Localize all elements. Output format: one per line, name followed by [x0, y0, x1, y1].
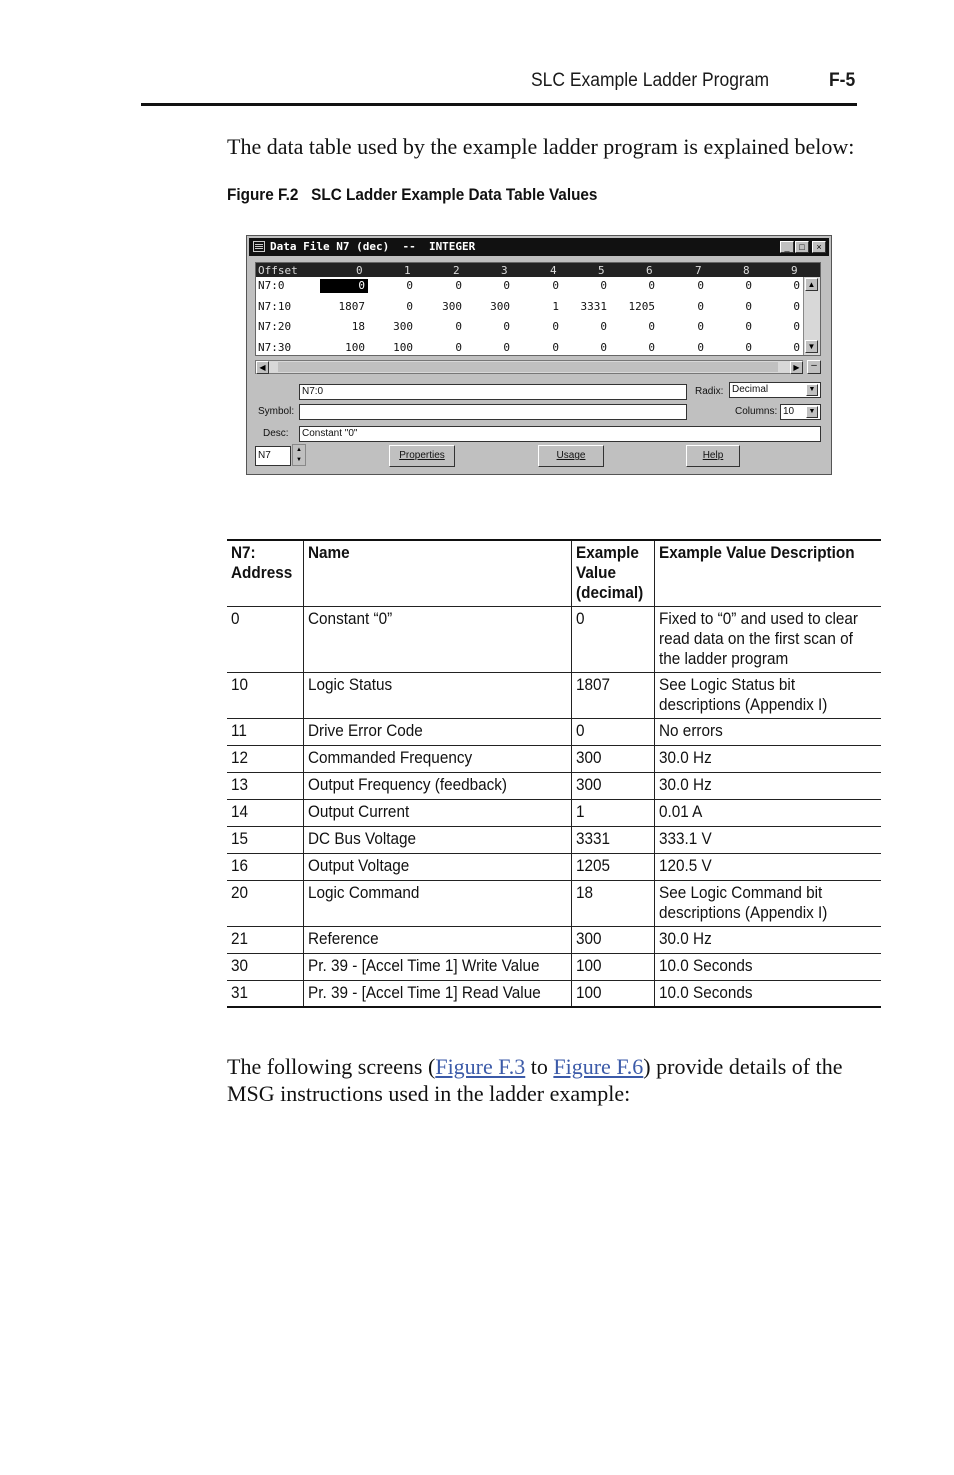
- horizontal-scrollbar[interactable]: [255, 360, 803, 374]
- table-cell-address: [227, 773, 304, 800]
- table-cell-value: [571, 927, 655, 954]
- outro-paragraph: [227, 1053, 867, 1107]
- cell-address-text: 14: [231, 802, 249, 821]
- cell-value-text: 3331: [575, 829, 610, 848]
- table-row: [227, 854, 881, 881]
- header-value-text: Example Value (decimal): [575, 543, 643, 602]
- table-cell-value: [571, 800, 655, 827]
- n7-data-table: [227, 539, 881, 1008]
- help-button[interactable]: Help: [686, 445, 740, 467]
- table-cell-description: [655, 881, 881, 927]
- table-cell-address: [227, 673, 304, 719]
- table-cell-description: [655, 773, 881, 800]
- cell-value-text: 300: [575, 748, 602, 767]
- grid-row-label: N7:0: [258, 279, 285, 292]
- grid-cell[interactable]: 0: [697, 279, 704, 292]
- table-cell-name: [304, 773, 572, 800]
- cell-name-text: Logic Command: [308, 883, 420, 902]
- grid-cell[interactable]: 300: [393, 320, 413, 333]
- table-cell-name: [304, 854, 572, 881]
- table-cell-name: [304, 607, 572, 673]
- grid-row-label: N7:30: [258, 340, 292, 354]
- cell-address-text: 10: [231, 675, 249, 694]
- cell-description-text: No errors: [659, 721, 724, 740]
- table-cell-name: [304, 927, 572, 954]
- table-cell-address: [227, 607, 304, 673]
- grid-header-col: 5: [598, 264, 605, 277]
- header-address: [227, 540, 304, 607]
- cell-address-text: 15: [231, 829, 249, 848]
- grid-cell[interactable]: 0: [455, 279, 462, 292]
- cell-address-text: 20: [231, 883, 249, 902]
- grid-header-col: 6: [646, 264, 653, 277]
- grid-header-col: 3: [501, 264, 508, 277]
- table-cell-address: [227, 927, 304, 954]
- grid-cell[interactable]: 0: [793, 279, 800, 292]
- usage-button[interactable]: Usage: [538, 445, 604, 467]
- cell-address-text: 16: [231, 856, 249, 875]
- cell-value-text: 300: [575, 929, 602, 948]
- grid-cell[interactable]: 0: [406, 299, 413, 313]
- grid-header-col: 1: [404, 264, 411, 277]
- table-cell-value: [571, 854, 655, 881]
- table-row: [227, 881, 881, 927]
- cell-description-text: See Logic Command bit descriptions (Appendix I): [659, 883, 828, 922]
- grid-cell[interactable]: 1205: [628, 299, 655, 313]
- table-cell-address: [227, 981, 304, 1008]
- grid-cell[interactable]: 0: [406, 279, 413, 292]
- cell-address-text: 0: [231, 609, 240, 628]
- radix-label: Radix:: [695, 386, 724, 397]
- table-header-row: [227, 540, 881, 607]
- grid-cell[interactable]: 0: [600, 320, 607, 333]
- cell-address-text: 13: [231, 775, 249, 794]
- grid-header-offset: Offset: [258, 264, 298, 277]
- cell-name-text: Drive Error Code: [308, 721, 423, 740]
- data-file-window: [246, 235, 832, 475]
- intro-paragraph: The data table used by the example ladder program is explained below:: [227, 134, 855, 159]
- table-row: [227, 981, 881, 1008]
- cell-description-text: 120.5 V: [659, 856, 713, 875]
- grid-cell[interactable]: 100: [393, 340, 413, 354]
- figure-f3-link[interactable]: Figure F.3: [435, 1054, 526, 1079]
- grid-cell[interactable]: 1: [552, 299, 559, 313]
- table-cell-address: [227, 854, 304, 881]
- grid-cell[interactable]: 18: [351, 320, 365, 333]
- grid-cell[interactable]: 300: [442, 299, 462, 313]
- cell-value-text: 0: [575, 721, 585, 740]
- table-cell-address: [227, 827, 304, 854]
- grid-cell[interactable]: 1807: [338, 299, 365, 313]
- table-row: [227, 827, 881, 854]
- table-cell-description: [655, 827, 881, 854]
- header-value: [571, 540, 655, 607]
- scroll-right-arrow-icon[interactable]: ▶: [790, 361, 803, 374]
- cell-description-text: Fixed to “0” and used to clear read data on the first scan of the ladder program: [659, 609, 859, 668]
- data-grid[interactable]: [255, 262, 821, 356]
- cell-value-text: 18: [575, 883, 593, 902]
- cell-description-text: 30.0 Hz: [659, 775, 712, 794]
- maximize-button[interactable]: □: [795, 241, 809, 253]
- cell-address-text: 21: [231, 929, 249, 948]
- cell-description-text: 30.0 Hz: [659, 929, 712, 948]
- grid-cell[interactable]: 0: [552, 340, 559, 354]
- grid-header-col: 9: [791, 264, 798, 277]
- radix-dropdown-arrow-icon[interactable]: ▼: [806, 384, 818, 396]
- table-cell-address: [227, 954, 304, 981]
- table-cell-description: [655, 607, 881, 673]
- table-row: [227, 746, 881, 773]
- cell-description-text: 30.0 Hz: [659, 748, 712, 767]
- grid-cell[interactable]: 0: [455, 340, 462, 354]
- table-row: [227, 800, 881, 827]
- cell-description-text: 333.1 V: [659, 829, 713, 848]
- table-cell-name: [304, 800, 572, 827]
- cell-name-text: Pr. 39 - [Accel Time 1] Write Value: [308, 956, 540, 975]
- cell-value-text: 100: [575, 983, 602, 1002]
- table-cell-value: [571, 827, 655, 854]
- grid-cell[interactable]: 0: [793, 320, 800, 333]
- table-cell-name: [304, 954, 572, 981]
- cell-value-text: 0: [575, 609, 585, 628]
- grid-cell[interactable]: 0: [745, 320, 752, 333]
- file-spinner-icon[interactable]: ▲ ▼: [292, 444, 306, 466]
- table-cell-value: [571, 981, 655, 1008]
- columns-dropdown-arrow-icon[interactable]: ▼: [806, 406, 818, 418]
- file-field[interactable]: N7: [255, 446, 291, 466]
- cell-value-text: 300: [575, 775, 602, 794]
- grid-cell[interactable]: 0: [697, 320, 704, 333]
- cell-name-text: Commanded Frequency: [308, 748, 473, 767]
- table-cell-address: [227, 800, 304, 827]
- properties-button[interactable]: Properties: [389, 445, 455, 467]
- table-row: [227, 954, 881, 981]
- table-cell-name: [304, 719, 572, 746]
- cell-address-text: 12: [231, 748, 249, 767]
- outro-text-2: to: [525, 1054, 554, 1079]
- cell-address-text: 11: [231, 721, 247, 740]
- header-rule: [141, 103, 857, 106]
- table-cell-address: [227, 881, 304, 927]
- grid-cell[interactable]: 0: [697, 340, 704, 354]
- grid-cell[interactable]: 0: [600, 340, 607, 354]
- window-title: Data File N7 (dec) -- INTEGER: [270, 240, 476, 253]
- cell-name-text: Constant “0”: [308, 609, 393, 628]
- cell-name-text: Logic Status: [308, 675, 393, 694]
- scroll-left-arrow-icon[interactable]: ◀: [256, 361, 269, 374]
- cell-value-text: 100: [575, 956, 602, 975]
- grid-cell[interactable]: 0: [793, 340, 800, 354]
- close-button[interactable]: ×: [812, 241, 826, 253]
- cell-name-text: Pr. 39 - [Accel Time 1] Read Value: [308, 983, 541, 1002]
- vertical-scrollbar[interactable]: [803, 277, 820, 355]
- grid-cell[interactable]: 3331: [580, 299, 607, 313]
- grid-cell[interactable]: 0: [648, 340, 655, 354]
- grid-cell[interactable]: 0: [600, 279, 607, 292]
- grid-header: [256, 263, 820, 277]
- table-cell-description: [655, 746, 881, 773]
- table-cell-value: [571, 881, 655, 927]
- symbol-field[interactable]: [299, 404, 687, 420]
- columns-select[interactable]: [780, 404, 821, 420]
- grid-cell[interactable]: 0: [745, 279, 752, 292]
- desc-label: Desc:: [263, 428, 289, 439]
- table-row: [227, 927, 881, 954]
- table-cell-description: [655, 800, 881, 827]
- table-cell-name: [304, 827, 572, 854]
- table-cell-name: [304, 881, 572, 927]
- window-titlebar: [249, 238, 829, 256]
- cell-name-text: DC Bus Voltage: [308, 829, 417, 848]
- table-cell-description: [655, 927, 881, 954]
- outro-text-1: The following screens (: [227, 1054, 436, 1079]
- figure-f6-link[interactable]: Figure F.6: [553, 1054, 644, 1079]
- split-view-button[interactable]: –: [807, 360, 821, 374]
- cell-address-text: 31: [231, 983, 249, 1002]
- grid-cell[interactable]: 0: [793, 299, 800, 313]
- grid-header-col: 4: [550, 264, 557, 277]
- grid-cell[interactable]: 0: [503, 320, 510, 333]
- cell-description-text: 0.01 A: [659, 802, 703, 821]
- table-cell-description: [655, 673, 881, 719]
- table-cell-description: [655, 981, 881, 1008]
- minimize-button[interactable]: _: [780, 241, 794, 253]
- window-system-icon[interactable]: [253, 241, 265, 252]
- grid-header-col: 7: [695, 264, 702, 277]
- grid-cell[interactable]: 0: [745, 340, 752, 354]
- cell-description-text: See Logic Status bit descriptions (Appendix I): [659, 675, 828, 714]
- symbol-label: Symbol:: [258, 406, 295, 417]
- header-description: [655, 540, 881, 607]
- table-cell-value: [571, 954, 655, 981]
- scroll-down-arrow-icon[interactable]: ▼: [805, 340, 818, 353]
- table-cell-description: [655, 719, 881, 746]
- table-cell-address: [227, 746, 304, 773]
- grid-cell[interactable]: 0: [697, 299, 704, 313]
- table-cell-value: [571, 746, 655, 773]
- table-cell-value: [571, 719, 655, 746]
- grid-cell[interactable]: 0: [552, 279, 559, 292]
- cell-address-text: 30: [231, 956, 249, 975]
- grid-cell[interactable]: 0: [358, 279, 365, 292]
- cell-value-text: 1807: [575, 675, 610, 694]
- grid-header-col: 2: [453, 264, 460, 277]
- table-cell-description: [655, 954, 881, 981]
- page-number: F-5: [829, 70, 856, 91]
- cell-value-text: 1: [575, 802, 585, 821]
- header-name: [304, 540, 572, 607]
- address-field[interactable]: N7:0: [299, 384, 687, 400]
- header-description-text: Example Value Description: [659, 543, 855, 562]
- cell-name-text: Output Voltage: [308, 856, 410, 875]
- table-row: [227, 673, 881, 719]
- grid-cell[interactable]: 300: [490, 299, 510, 313]
- cell-name-text: Output Frequency (feedback): [308, 775, 508, 794]
- horizontal-scroll-thumb[interactable]: [278, 362, 778, 372]
- scroll-up-arrow-icon[interactable]: ▲: [805, 278, 818, 291]
- grid-cell[interactable]: 0: [648, 279, 655, 292]
- grid-cell[interactable]: 0: [503, 279, 510, 292]
- grid-cell[interactable]: 100: [345, 340, 365, 354]
- table-cell-name: [304, 746, 572, 773]
- table-row: [227, 773, 881, 800]
- grid-cell[interactable]: 0: [503, 340, 510, 354]
- table-cell-name: [304, 981, 572, 1008]
- outro-text-3: ) provide details of the MSG instructions used in the ladder example:: [227, 1054, 843, 1106]
- grid-row-label: N7:10: [258, 299, 292, 313]
- table-cell-name: [304, 673, 572, 719]
- cell-name-text: Output Current: [308, 802, 410, 821]
- grid-header-col: 8: [743, 264, 750, 277]
- radix-value: Decimal: [732, 384, 769, 395]
- table-cell-value: [571, 607, 655, 673]
- columns-label: Columns:: [735, 406, 778, 417]
- cell-value-text: 1205: [575, 856, 610, 875]
- table-row: [227, 607, 881, 673]
- cell-description-text: 10.0 Seconds: [659, 956, 753, 975]
- figure-caption: Figure F.2 SLC Ladder Example Data Table Values: [227, 185, 598, 204]
- table-cell-address: [227, 719, 304, 746]
- cell-description-text: 10.0 Seconds: [659, 983, 753, 1002]
- table-cell-value: [571, 673, 655, 719]
- table-row: [227, 719, 881, 746]
- grid-cell[interactable]: 0: [552, 320, 559, 333]
- running-header-title: SLC Example Ladder Program: [531, 70, 770, 91]
- grid-header-col: 0: [356, 264, 363, 277]
- grid-cell[interactable]: 0: [648, 320, 655, 333]
- header-name-text: Name: [308, 543, 350, 562]
- columns-value: 10: [783, 406, 795, 417]
- header-address-text: N7: Address: [231, 543, 293, 582]
- grid-row-label: N7:20: [258, 320, 292, 333]
- grid-cell[interactable]: 0: [455, 320, 462, 333]
- cell-name-text: Reference: [308, 929, 379, 948]
- radix-select[interactable]: [729, 382, 821, 398]
- grid-cell[interactable]: 0: [745, 299, 752, 313]
- table-cell-value: [571, 773, 655, 800]
- table-cell-description: [655, 854, 881, 881]
- description-field[interactable]: Constant "0": [299, 426, 821, 442]
